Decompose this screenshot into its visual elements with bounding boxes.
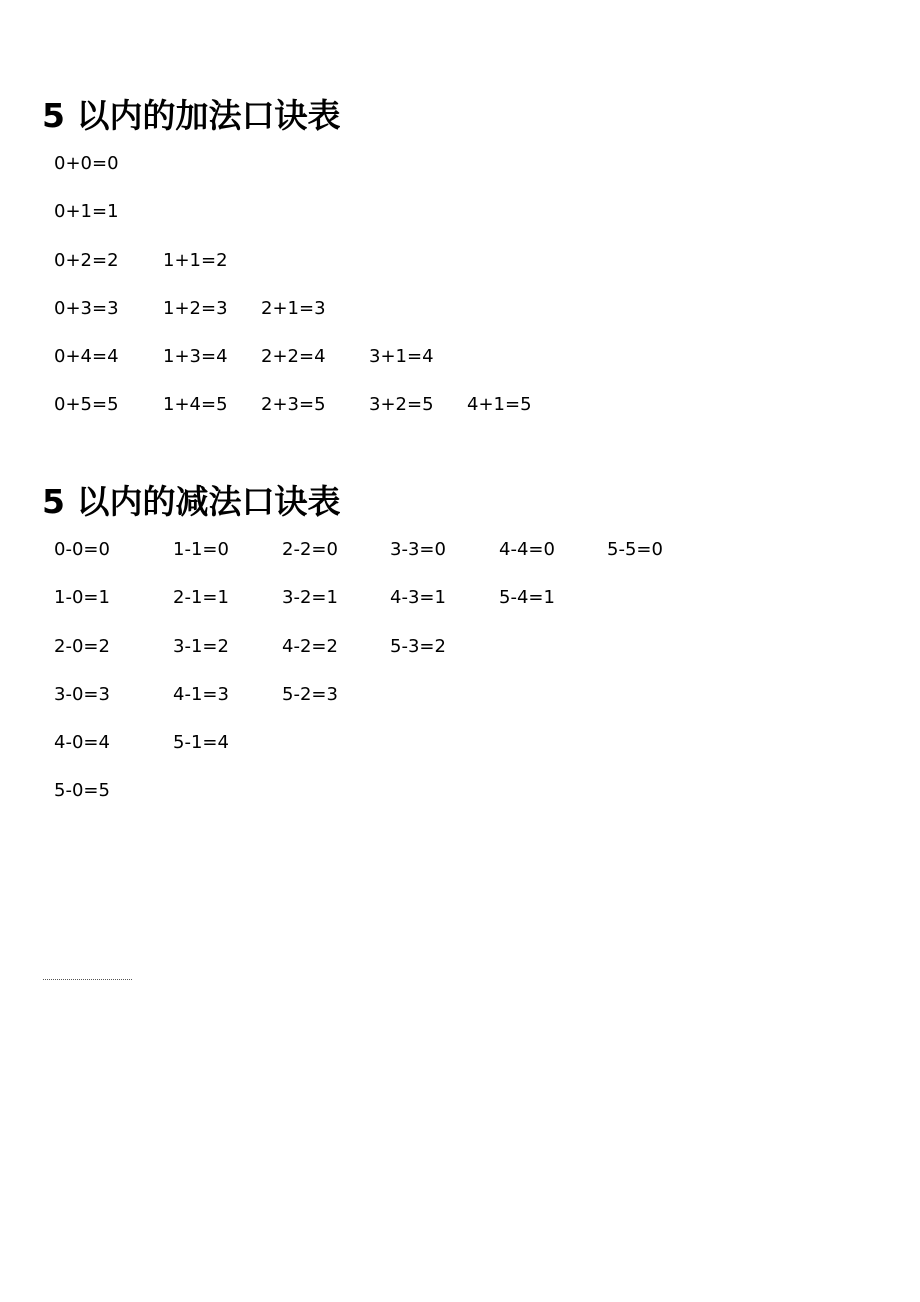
equation-cell: 1+2=3 xyxy=(163,297,228,319)
equation-cell: 1+4=5 xyxy=(163,394,228,416)
equation-cell: 5-5=0 xyxy=(607,539,663,560)
equation-cell: 5-4=1 xyxy=(499,587,555,609)
equation-cell: 3+2=5 xyxy=(369,394,434,416)
equation-cell: 3-3=0 xyxy=(390,539,446,560)
equation-cell: 3+1=4 xyxy=(369,346,434,368)
equation-cell: 0-0=0 xyxy=(54,539,110,560)
equation-cell: 0+3=3 xyxy=(54,297,119,319)
equation-cell: 2-1=1 xyxy=(173,587,229,609)
equation-cell: 0+1=1 xyxy=(54,201,119,223)
equation-cell: 4-4=0 xyxy=(499,539,555,560)
equation-cell: 0+0=0 xyxy=(54,153,119,174)
equation-cell: 3-2=1 xyxy=(282,587,338,609)
equation-cell: 4-0=4 xyxy=(54,732,110,754)
equation-cell: 5-0=5 xyxy=(54,780,110,802)
subtraction-table-title: 5 以内的减法口诀表 xyxy=(42,482,341,521)
equation-cell: 1+1=2 xyxy=(163,249,228,271)
equation-cell: 2-0=2 xyxy=(54,635,110,657)
equation-cell: 2+1=3 xyxy=(261,297,326,319)
equation-cell: 5-3=2 xyxy=(390,635,446,657)
equation-cell: 3-0=3 xyxy=(54,683,110,705)
footer-divider xyxy=(43,979,132,980)
equation-cell: 2+3=5 xyxy=(261,394,326,416)
addition-table-title: 5 以内的加法口诀表 xyxy=(42,96,341,135)
equation-cell: 4-3=1 xyxy=(390,587,446,609)
equation-cell: 1-0=1 xyxy=(54,587,110,609)
equation-cell: 3-1=2 xyxy=(173,635,229,657)
equation-cell: 4+1=5 xyxy=(467,394,532,416)
equation-cell: 2+2=4 xyxy=(261,346,326,368)
equation-cell: 5-2=3 xyxy=(282,683,338,705)
equation-cell: 5-1=4 xyxy=(173,732,229,754)
equation-cell: 0+4=4 xyxy=(54,346,119,368)
equation-cell: 0+2=2 xyxy=(54,249,119,271)
equation-cell: 1+3=4 xyxy=(163,346,228,368)
equation-cell: 1-1=0 xyxy=(173,539,229,560)
equation-cell: 2-2=0 xyxy=(282,539,338,560)
equation-cell: 4-2=2 xyxy=(282,635,338,657)
equation-cell: 4-1=3 xyxy=(173,683,229,705)
equation-cell: 0+5=5 xyxy=(54,394,119,416)
